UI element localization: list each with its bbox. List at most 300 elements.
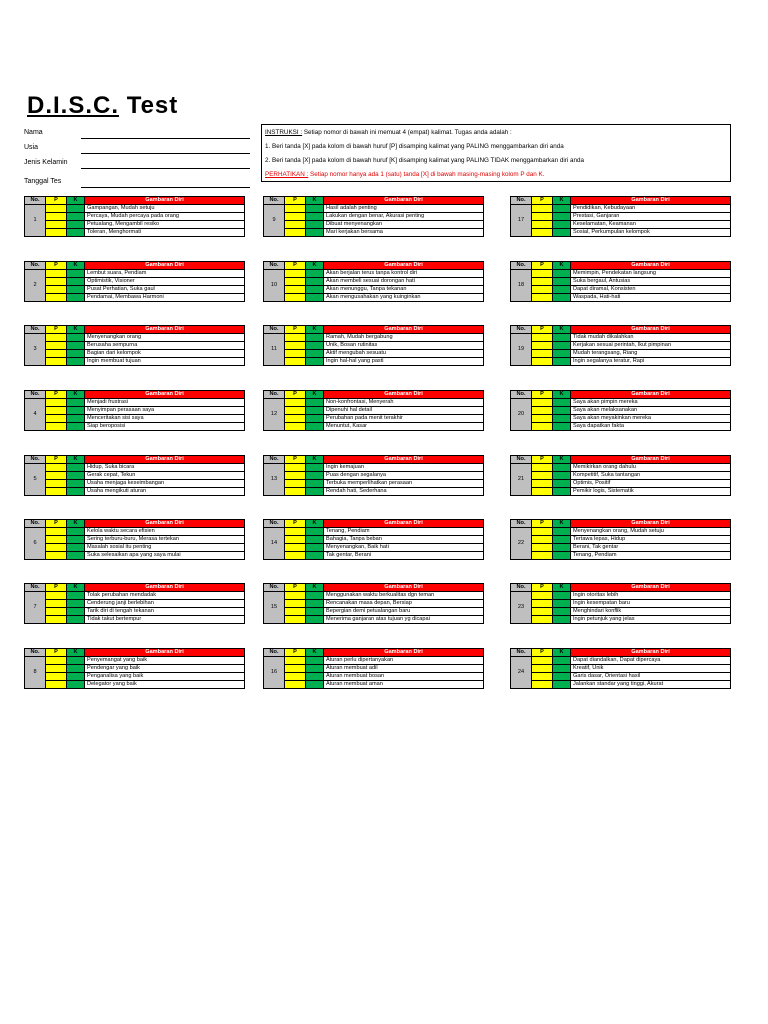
- statement-row: [511, 221, 731, 229]
- k-checkbox-cell[interactable]: [306, 592, 324, 600]
- k-checkbox-cell[interactable]: [67, 334, 85, 342]
- header-description: Gambaran Diri: [571, 391, 731, 399]
- p-checkbox-cell[interactable]: [532, 608, 553, 616]
- statement-row: [264, 205, 484, 213]
- k-checkbox-cell[interactable]: [67, 205, 85, 213]
- statement-row: [264, 600, 484, 608]
- k-checkbox-cell[interactable]: [306, 399, 324, 407]
- statement-row: [264, 407, 484, 415]
- p-checkbox-cell[interactable]: [46, 229, 67, 237]
- statement-text: Optimis, Positif: [571, 480, 731, 488]
- question-number: 17: [511, 205, 532, 237]
- p-checkbox-cell[interactable]: [532, 205, 553, 213]
- statement-row: [511, 350, 731, 358]
- header-no: No.: [25, 391, 46, 399]
- p-checkbox-cell[interactable]: [532, 358, 553, 366]
- k-checkbox-cell[interactable]: [306, 544, 324, 552]
- p-checkbox-cell[interactable]: [46, 544, 67, 552]
- statement-text: Rencanakan masa depan, Bersiap: [324, 600, 484, 608]
- k-checkbox-cell[interactable]: [306, 657, 324, 665]
- p-checkbox-cell[interactable]: [285, 342, 306, 350]
- header-p: P: [285, 520, 306, 528]
- p-checkbox-cell[interactable]: [532, 270, 553, 278]
- statement-text: Pendengar yang baik: [85, 665, 245, 673]
- k-checkbox-cell[interactable]: [306, 342, 324, 350]
- k-checkbox-cell[interactable]: [306, 536, 324, 544]
- age-input-line[interactable]: [81, 153, 250, 154]
- statement-text: Menyenangkan, Baik hati: [324, 544, 484, 552]
- p-checkbox-cell[interactable]: [285, 334, 306, 342]
- statement-row: [511, 464, 731, 472]
- header-description: Gambaran Diri: [571, 584, 731, 592]
- k-checkbox-cell[interactable]: [67, 464, 85, 472]
- k-checkbox-cell[interactable]: [553, 270, 571, 278]
- p-checkbox-cell[interactable]: [532, 350, 553, 358]
- p-checkbox-cell[interactable]: [46, 608, 67, 616]
- k-checkbox-cell[interactable]: [67, 294, 85, 302]
- k-checkbox-cell[interactable]: [67, 488, 85, 496]
- statement-text: Suka bergaul, Antusias: [571, 278, 731, 286]
- p-checkbox-cell[interactable]: [46, 270, 67, 278]
- p-checkbox-cell[interactable]: [285, 415, 306, 423]
- k-checkbox-cell[interactable]: [553, 665, 571, 673]
- k-checkbox-cell[interactable]: [306, 472, 324, 480]
- k-checkbox-cell[interactable]: [67, 350, 85, 358]
- k-checkbox-cell[interactable]: [553, 358, 571, 366]
- header-k: K: [553, 326, 571, 334]
- k-checkbox-cell[interactable]: [553, 552, 571, 560]
- k-checkbox-cell[interactable]: [67, 552, 85, 560]
- k-checkbox-cell[interactable]: [553, 673, 571, 681]
- instructions-step-2: 2. Beri tanda [X] pada kolom di bawah huruf [K] disamping kalimat yang PALING TIDAK menggambarkan diri anda: [265, 157, 584, 164]
- k-checkbox-cell[interactable]: [553, 544, 571, 552]
- p-checkbox-cell[interactable]: [532, 616, 553, 624]
- question-block-8: [24, 648, 245, 689]
- p-checkbox-cell[interactable]: [285, 616, 306, 624]
- k-checkbox-cell[interactable]: [67, 286, 85, 294]
- p-checkbox-cell[interactable]: [285, 350, 306, 358]
- k-checkbox-cell[interactable]: [67, 229, 85, 237]
- p-checkbox-cell[interactable]: [532, 294, 553, 302]
- k-checkbox-cell[interactable]: [553, 213, 571, 221]
- k-checkbox-cell[interactable]: [306, 464, 324, 472]
- k-checkbox-cell[interactable]: [306, 616, 324, 624]
- header-no: No.: [264, 456, 285, 464]
- k-checkbox-cell[interactable]: [306, 334, 324, 342]
- p-checkbox-cell[interactable]: [46, 407, 67, 415]
- statement-text: Akan menunggu, Tanpa tekanan: [324, 286, 484, 294]
- statement-text: Hidup, Suka bicara: [85, 464, 245, 472]
- p-checkbox-cell[interactable]: [532, 399, 553, 407]
- header-p: P: [532, 649, 553, 657]
- p-checkbox-cell[interactable]: [532, 657, 553, 665]
- k-checkbox-cell[interactable]: [67, 673, 85, 681]
- question-number: 22: [511, 528, 532, 560]
- question-block-24: [510, 648, 731, 689]
- k-checkbox-cell[interactable]: [67, 213, 85, 221]
- p-checkbox-cell[interactable]: [532, 536, 553, 544]
- statement-text: Lembut suara, Pendiam: [85, 270, 245, 278]
- p-checkbox-cell[interactable]: [46, 552, 67, 560]
- k-checkbox-cell[interactable]: [306, 665, 324, 673]
- p-checkbox-cell[interactable]: [285, 673, 306, 681]
- statement-row: [511, 270, 731, 278]
- p-checkbox-cell[interactable]: [285, 665, 306, 673]
- k-checkbox-cell[interactable]: [553, 294, 571, 302]
- p-checkbox-cell[interactable]: [285, 552, 306, 560]
- k-checkbox-cell[interactable]: [67, 407, 85, 415]
- p-checkbox-cell[interactable]: [46, 600, 67, 608]
- question-block-2: [24, 261, 245, 302]
- k-checkbox-cell[interactable]: [553, 600, 571, 608]
- k-checkbox-cell[interactable]: [553, 399, 571, 407]
- header-description: Gambaran Diri: [324, 584, 484, 592]
- question-block-11: [263, 325, 484, 366]
- p-checkbox-cell[interactable]: [532, 415, 553, 423]
- header-k: K: [67, 584, 85, 592]
- k-checkbox-cell[interactable]: [553, 464, 571, 472]
- k-checkbox-cell[interactable]: [553, 616, 571, 624]
- question-block-18: [510, 261, 731, 302]
- question-block-15: [263, 583, 484, 624]
- k-checkbox-cell[interactable]: [306, 480, 324, 488]
- k-checkbox-cell[interactable]: [306, 673, 324, 681]
- k-checkbox-cell[interactable]: [67, 399, 85, 407]
- header-p: P: [532, 456, 553, 464]
- p-checkbox-cell[interactable]: [532, 286, 553, 294]
- p-checkbox-cell[interactable]: [46, 213, 67, 221]
- k-checkbox-cell[interactable]: [67, 480, 85, 488]
- statement-text: Siap beroposisi: [85, 423, 245, 431]
- statement-row: [25, 592, 245, 600]
- p-checkbox-cell[interactable]: [285, 681, 306, 689]
- statement-text: Kompetitif, Suka tantangan: [571, 472, 731, 480]
- p-checkbox-cell[interactable]: [285, 600, 306, 608]
- k-checkbox-cell[interactable]: [553, 536, 571, 544]
- p-checkbox-cell[interactable]: [285, 358, 306, 366]
- block-header-row: [511, 262, 731, 270]
- p-checkbox-cell[interactable]: [285, 488, 306, 496]
- p-checkbox-cell[interactable]: [285, 528, 306, 536]
- header-description: Gambaran Diri: [85, 456, 245, 464]
- p-checkbox-cell[interactable]: [285, 294, 306, 302]
- p-checkbox-cell[interactable]: [46, 665, 67, 673]
- question-block-6: [24, 519, 245, 560]
- p-checkbox-cell[interactable]: [285, 464, 306, 472]
- k-checkbox-cell[interactable]: [553, 334, 571, 342]
- statement-text: Unik, Bosan rutinitas: [324, 342, 484, 350]
- k-checkbox-cell[interactable]: [553, 423, 571, 431]
- statement-text: Bahagia, Tanpa beban: [324, 536, 484, 544]
- p-checkbox-cell[interactable]: [46, 528, 67, 536]
- k-checkbox-cell[interactable]: [67, 472, 85, 480]
- statement-row: [264, 472, 484, 480]
- block-header-row: [511, 391, 731, 399]
- k-checkbox-cell[interactable]: [67, 270, 85, 278]
- p-checkbox-cell[interactable]: [46, 342, 67, 350]
- p-checkbox-cell[interactable]: [532, 665, 553, 673]
- k-checkbox-cell[interactable]: [306, 213, 324, 221]
- p-checkbox-cell[interactable]: [46, 616, 67, 624]
- header-description: Gambaran Diri: [85, 391, 245, 399]
- p-checkbox-cell[interactable]: [532, 464, 553, 472]
- p-checkbox-cell[interactable]: [46, 221, 67, 229]
- p-checkbox-cell[interactable]: [46, 681, 67, 689]
- header-p: P: [46, 584, 67, 592]
- p-checkbox-cell[interactable]: [285, 407, 306, 415]
- name-input-line[interactable]: [81, 138, 250, 139]
- statement-text: Pendidikan, Kebudayaan: [571, 205, 731, 213]
- header-p: P: [46, 391, 67, 399]
- statement-text: Menyenangkan orang, Mudah setuju: [571, 528, 731, 536]
- instructions-intro-line: [265, 126, 727, 140]
- k-checkbox-cell[interactable]: [306, 407, 324, 415]
- p-checkbox-cell[interactable]: [532, 681, 553, 689]
- question-block-22: [510, 519, 731, 560]
- k-checkbox-cell[interactable]: [306, 488, 324, 496]
- question-number: 8: [25, 657, 46, 689]
- k-checkbox-cell[interactable]: [553, 592, 571, 600]
- statement-row: [264, 350, 484, 358]
- k-checkbox-cell[interactable]: [306, 205, 324, 213]
- k-checkbox-cell[interactable]: [306, 270, 324, 278]
- statement-row: [511, 480, 731, 488]
- p-checkbox-cell[interactable]: [285, 229, 306, 237]
- statement-row: [264, 334, 484, 342]
- question-number: 1: [25, 205, 46, 237]
- p-checkbox-cell[interactable]: [46, 464, 67, 472]
- p-checkbox-cell[interactable]: [285, 205, 306, 213]
- instructions-step-1: 1. Beri tanda [X] pada kolom di bawah huruf [P] disamping kalimat yang PALING menggambarkan diri anda: [265, 143, 564, 150]
- p-checkbox-cell[interactable]: [285, 278, 306, 286]
- p-checkbox-cell[interactable]: [532, 544, 553, 552]
- header-p: P: [285, 584, 306, 592]
- p-checkbox-cell[interactable]: [46, 350, 67, 358]
- statement-row: [25, 334, 245, 342]
- k-checkbox-cell[interactable]: [67, 592, 85, 600]
- p-checkbox-cell[interactable]: [46, 294, 67, 302]
- p-checkbox-cell[interactable]: [532, 334, 553, 342]
- k-checkbox-cell[interactable]: [553, 472, 571, 480]
- header-no: No.: [264, 584, 285, 592]
- k-checkbox-cell[interactable]: [553, 407, 571, 415]
- p-checkbox-cell[interactable]: [532, 213, 553, 221]
- k-checkbox-cell[interactable]: [553, 229, 571, 237]
- k-checkbox-cell[interactable]: [553, 488, 571, 496]
- p-checkbox-cell[interactable]: [532, 673, 553, 681]
- p-checkbox-cell[interactable]: [532, 488, 553, 496]
- k-checkbox-cell[interactable]: [67, 665, 85, 673]
- question-number: 14: [264, 528, 285, 560]
- statement-row: [511, 616, 731, 624]
- p-checkbox-cell[interactable]: [532, 592, 553, 600]
- field-nama: [24, 128, 250, 143]
- statement-text: Penganalisa yang baik: [85, 673, 245, 681]
- k-checkbox-cell[interactable]: [306, 600, 324, 608]
- statement-row: [511, 399, 731, 407]
- k-checkbox-cell[interactable]: [67, 616, 85, 624]
- p-checkbox-cell[interactable]: [285, 286, 306, 294]
- statement-row: [25, 415, 245, 423]
- p-checkbox-cell[interactable]: [46, 480, 67, 488]
- k-checkbox-cell[interactable]: [67, 278, 85, 286]
- k-checkbox-cell[interactable]: [553, 681, 571, 689]
- question-number: 7: [25, 592, 46, 624]
- k-checkbox-cell[interactable]: [67, 657, 85, 665]
- test-date-input-line[interactable]: [81, 187, 250, 188]
- p-checkbox-cell[interactable]: [532, 480, 553, 488]
- header-p: P: [285, 262, 306, 270]
- statement-text: Penyemangat yang baik: [85, 657, 245, 665]
- k-checkbox-cell[interactable]: [553, 278, 571, 286]
- k-checkbox-cell[interactable]: [553, 286, 571, 294]
- k-checkbox-cell[interactable]: [67, 423, 85, 431]
- k-checkbox-cell[interactable]: [306, 608, 324, 616]
- p-checkbox-cell[interactable]: [46, 472, 67, 480]
- k-checkbox-cell[interactable]: [306, 681, 324, 689]
- k-checkbox-cell[interactable]: [306, 415, 324, 423]
- question-number: 21: [511, 464, 532, 496]
- k-checkbox-cell[interactable]: [306, 286, 324, 294]
- k-checkbox-cell[interactable]: [306, 552, 324, 560]
- block-header-row: [511, 456, 731, 464]
- statement-text: Akan mengusahakan yang kuinginkan: [324, 294, 484, 302]
- header-p: P: [46, 649, 67, 657]
- k-checkbox-cell[interactable]: [306, 278, 324, 286]
- p-checkbox-cell[interactable]: [285, 270, 306, 278]
- k-checkbox-cell[interactable]: [306, 221, 324, 229]
- p-checkbox-cell[interactable]: [285, 221, 306, 229]
- k-checkbox-cell[interactable]: [553, 415, 571, 423]
- header-description: Gambaran Diri: [85, 197, 245, 205]
- p-checkbox-cell[interactable]: [46, 657, 67, 665]
- header-no: No.: [511, 520, 532, 528]
- p-checkbox-cell[interactable]: [285, 472, 306, 480]
- p-checkbox-cell[interactable]: [532, 407, 553, 415]
- p-checkbox-cell[interactable]: [46, 673, 67, 681]
- k-checkbox-cell[interactable]: [553, 657, 571, 665]
- k-checkbox-cell[interactable]: [306, 528, 324, 536]
- p-checkbox-cell[interactable]: [532, 472, 553, 480]
- question-block-13: [263, 455, 484, 496]
- k-checkbox-cell[interactable]: [306, 350, 324, 358]
- p-checkbox-cell[interactable]: [532, 552, 553, 560]
- p-checkbox-cell[interactable]: [285, 480, 306, 488]
- p-checkbox-cell[interactable]: [285, 213, 306, 221]
- block-header-row: [264, 520, 484, 528]
- statement-row: [25, 294, 245, 302]
- k-checkbox-cell[interactable]: [306, 294, 324, 302]
- p-checkbox-cell[interactable]: [532, 528, 553, 536]
- statement-text: Saya dapatkan fakta: [571, 423, 731, 431]
- k-checkbox-cell[interactable]: [553, 342, 571, 350]
- k-checkbox-cell[interactable]: [67, 342, 85, 350]
- p-checkbox-cell[interactable]: [46, 399, 67, 407]
- k-checkbox-cell[interactable]: [67, 528, 85, 536]
- header-no: No.: [25, 520, 46, 528]
- statement-text: Menggunakan waktu berkualitas dgn teman: [324, 592, 484, 600]
- field-label: Nama: [24, 129, 43, 136]
- k-checkbox-cell[interactable]: [306, 358, 324, 366]
- k-checkbox-cell[interactable]: [67, 600, 85, 608]
- statement-row: [511, 536, 731, 544]
- statement-row: [25, 616, 245, 624]
- statement-row: [511, 608, 731, 616]
- p-checkbox-cell[interactable]: [285, 423, 306, 431]
- k-checkbox-cell[interactable]: [553, 350, 571, 358]
- block-header-row: [25, 262, 245, 270]
- p-checkbox-cell[interactable]: [46, 205, 67, 213]
- statement-row: [264, 221, 484, 229]
- p-checkbox-cell[interactable]: [46, 358, 67, 366]
- k-checkbox-cell[interactable]: [553, 205, 571, 213]
- p-checkbox-cell[interactable]: [285, 608, 306, 616]
- p-checkbox-cell[interactable]: [285, 536, 306, 544]
- p-checkbox-cell[interactable]: [46, 536, 67, 544]
- statement-text: Ingin hal-hal yang pasti: [324, 358, 484, 366]
- statement-text: Menuntut, Kasar: [324, 423, 484, 431]
- statement-row: [25, 681, 245, 689]
- statement-row: [511, 665, 731, 673]
- k-checkbox-cell[interactable]: [67, 221, 85, 229]
- statement-row: [511, 552, 731, 560]
- p-checkbox-cell[interactable]: [46, 488, 67, 496]
- k-checkbox-cell[interactable]: [553, 221, 571, 229]
- p-checkbox-cell[interactable]: [46, 592, 67, 600]
- k-checkbox-cell[interactable]: [67, 681, 85, 689]
- statement-row: [264, 608, 484, 616]
- k-checkbox-cell[interactable]: [306, 423, 324, 431]
- gender-input-line[interactable]: [81, 168, 250, 169]
- p-checkbox-cell[interactable]: [285, 544, 306, 552]
- p-checkbox-cell[interactable]: [285, 399, 306, 407]
- k-checkbox-cell[interactable]: [306, 229, 324, 237]
- p-checkbox-cell[interactable]: [532, 229, 553, 237]
- header-description: Gambaran Diri: [571, 262, 731, 270]
- p-checkbox-cell[interactable]: [46, 423, 67, 431]
- p-checkbox-cell[interactable]: [46, 278, 67, 286]
- k-checkbox-cell[interactable]: [553, 528, 571, 536]
- statement-text: Tidak mudah dikalahkan: [571, 334, 731, 342]
- k-checkbox-cell[interactable]: [553, 608, 571, 616]
- p-checkbox-cell[interactable]: [532, 221, 553, 229]
- k-checkbox-cell[interactable]: [67, 544, 85, 552]
- k-checkbox-cell[interactable]: [67, 608, 85, 616]
- statement-text: Usaha mengikuti aturan: [85, 488, 245, 496]
- p-checkbox-cell[interactable]: [532, 600, 553, 608]
- header-p: P: [532, 391, 553, 399]
- k-checkbox-cell[interactable]: [67, 415, 85, 423]
- p-checkbox-cell[interactable]: [46, 286, 67, 294]
- p-checkbox-cell[interactable]: [532, 278, 553, 286]
- k-checkbox-cell[interactable]: [553, 480, 571, 488]
- k-checkbox-cell[interactable]: [67, 536, 85, 544]
- p-checkbox-cell[interactable]: [46, 415, 67, 423]
- p-checkbox-cell[interactable]: [532, 423, 553, 431]
- p-checkbox-cell[interactable]: [46, 334, 67, 342]
- header-k: K: [306, 326, 324, 334]
- header-no: No.: [264, 326, 285, 334]
- statement-text: Petualang, Mengambil resiko: [85, 221, 245, 229]
- statement-text: Tenang, Pendiam: [571, 552, 731, 560]
- k-checkbox-cell[interactable]: [67, 358, 85, 366]
- block-header-row: [511, 326, 731, 334]
- p-checkbox-cell[interactable]: [285, 592, 306, 600]
- header-description: Gambaran Diri: [571, 649, 731, 657]
- p-checkbox-cell[interactable]: [285, 657, 306, 665]
- p-checkbox-cell[interactable]: [532, 342, 553, 350]
- statement-text: Prestasi, Ganjaran: [571, 213, 731, 221]
